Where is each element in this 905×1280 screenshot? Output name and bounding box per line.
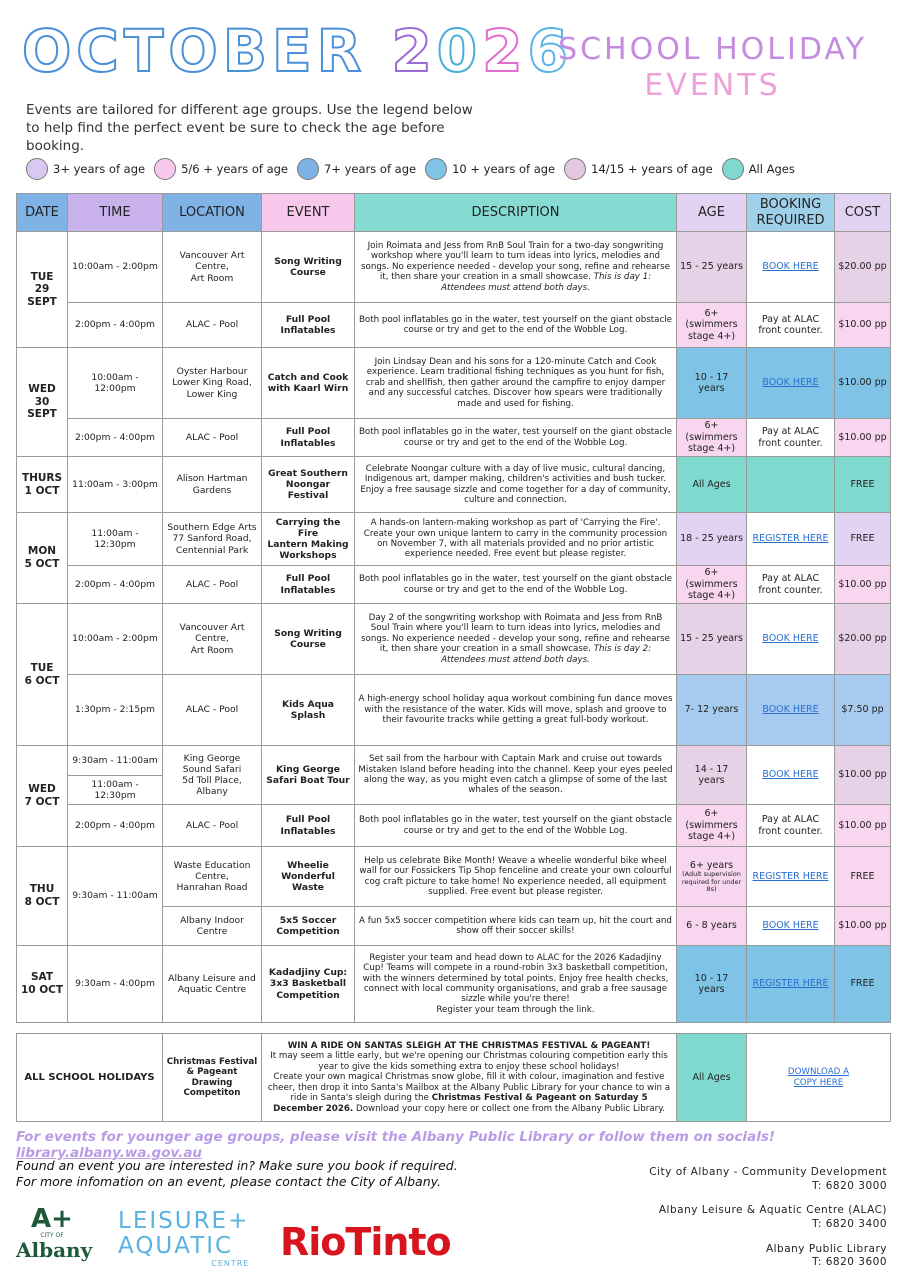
- xmas-event: Christmas Festival & Pageant Drawing Competiton: [163, 1034, 262, 1122]
- table-row: THURS 1 OCT 11:00am - 3:00pm Alison Hartman Gardens Great Southern Noongar Festival Celebrate Noongar culture with a day of live music, cultural dancing, Indigenous art, damper making, children's activities and bush tucker. Enjoy a free sausage sizzle and come together for a day of community, culture and connection. All Ages FREE: [17, 457, 891, 513]
- table-row: TUE 6 OCT 10:00am - 2:00pm Vancouver Art Centre, Art Room Song Writing Course Day 2 of the songwriting workshop with Roimata and Jess from RnB Soul Train where you'll learn to turn ideas into lyrics, melodies and songs. No experience needed - develop your song, refine and rehearse it, then share your creation in a small showcase. This is day 2: Attendees must attend both days. 15 - 25 years BOOK HERE $20.00 pp: [17, 604, 891, 675]
- title-year: 2026: [391, 17, 573, 85]
- legend-dot-icon: [297, 158, 319, 180]
- date-cell: WED 30 SEPT: [17, 348, 68, 457]
- table-row: 2:00pm - 4:00pm ALAC - Pool Full Pool Inflatables Both pool inflatables go in the water, test yourself on the giant obstacle course or try and get to the end of the Wobble Log. 6+ (swimmers stage 4+) Pay at ALAC front counter. $10.00 pp: [17, 303, 891, 348]
- table-row: 2:00pm - 4:00pm ALAC - Pool Full Pool Inflatables Both pool inflatables go in the water, test yourself on the giant obstacle course or try and get to the end of the Wobble Log. 6+ (swimmers stage 4+) Pay at ALAC front counter. $10.00 pp: [17, 566, 891, 604]
- leisure-aquatic-logo: LEISURE+ AQUATIC CENTRE: [118, 1208, 250, 1268]
- legend-dot-icon: [722, 158, 744, 180]
- all-holidays-label: ALL SCHOOL HOLIDAYS: [17, 1034, 163, 1122]
- contact-list: [649, 1166, 887, 1280]
- book-here-link[interactable]: BOOK HERE: [762, 704, 819, 716]
- footer-note: Found an event you are interested in? Make sure you book if required. For more infomation on an event, please contact the City of Albany.: [16, 1158, 458, 1190]
- col-description: DESCRIPTION: [355, 194, 677, 232]
- age-legend: [26, 158, 804, 180]
- legend-dot-icon: [26, 158, 48, 180]
- col-event: EVENT: [262, 194, 355, 232]
- col-location: LOCATION: [163, 194, 262, 232]
- legend-item: All Ages: [722, 158, 795, 180]
- contact-item: City of Albany - Community Development T: 6820 3000: [649, 1166, 887, 1192]
- xmas-description: WIN A RIDE ON SANTAS SLEIGH AT THE CHRISTMAS FESTIVAL & PAGEANT! It may seem a little early, but we're opening our Christmas colouring competition early this year to give the kids something extra to enjoy these school holidays! Create your own magical Christmas snow globe, fill it with colour, imagination and festive cheer, then drop it into Santa's Mailbox at the Albany Public Library for your chance to win a ride in Santa's sleigh during the Christmas Festival & Pageant on Saturday 5 December 2026. Download your copy here or collect one from the Albany Public Library.: [262, 1034, 677, 1122]
- table-row: 2:00pm - 4:00pm ALAC - Pool Full Pool Inflatables Both pool inflatables go in the water, test yourself on the giant obstacle course or try and get to the end of the Wobble Log. 6+ (swimmers stage 4+) Pay at ALAC front counter. $10.00 pp: [17, 419, 891, 457]
- table-row: 1:30pm - 2:15pm ALAC - Pool Kids Aqua Splash A high-energy school holiday aqua workout combining fun dance moves with the resistance of the water. Kids will move, splash and groove to their favourite tracks while getting a great full-body workout. 7- 12 years BOOK HERE $7.50 pp: [17, 675, 891, 746]
- col-cost: COST: [835, 194, 891, 232]
- download-copy-link[interactable]: DOWNLOAD A COPY HERE: [787, 1067, 850, 1088]
- table-row: SAT 10 OCT 9:30am - 4:00pm Albany Leisure and Aquatic Centre Kadadjiny Cup: 3x3 Basketball Competition Register your team and head down to ALAC for the 2026 Kadadjiny Cup! Teams will compete in a round-robin 3x3 basketball competition, with the winners determined by total points. Enjoy free health checks, connect with local community organisations, and grab a free sausage sizzle while you're there! Register your team through the link. 10 - 17 years REGISTER HERE FREE: [17, 946, 891, 1023]
- rio-tinto-logo: RioTinto: [280, 1220, 451, 1264]
- legend-item: 3+ years of age: [26, 158, 145, 180]
- legend-dot-icon: [564, 158, 586, 180]
- table-row: TUE 29 SEPT 10:00am - 2:00pm Vancouver Art Centre, Art Room Song Writing Course Join Roimata and Jess from RnB Soul Train for a two-day songwriting workshop where you'll learn to turn ideas into lyrics, melodies and songs. No experience needed - develop your song, refine and rehearse it, then share your creation in a small showcase. This is day 1: Attendees must attend both days. 15 - 25 years BOOK HERE $20.00 pp: [17, 232, 891, 303]
- library-banner: For events for younger age groups, please visit the Albany Public Library or follow them on socials! library.albany.wa.gov.au: [16, 1129, 776, 1161]
- table-row: WED 7 OCT 9:30am - 11:00am King George Sound Safari 5d Toll Place, Albany King George Safari Boat Tour Set sail from the harbour with Captain Mark and cruise out towards Mistaken Island before heading into the channel. Keep your eyes peeled along the way, as you might even catch a glimpse of some of the last whales of the season. 14 - 17 years BOOK HERE $10.00 pp: [17, 746, 891, 776]
- events-table: [16, 193, 891, 1023]
- col-age: AGE: [677, 194, 747, 232]
- legend-dot-icon: [154, 158, 176, 180]
- book-here-link[interactable]: BOOK HERE: [762, 377, 819, 389]
- register-here-link[interactable]: REGISTER HERE: [752, 870, 829, 882]
- col-date: DATE: [17, 194, 68, 232]
- table-row: MON 5 OCT 11:00am - 12:30pm Southern Edge Arts 77 Sanford Road, Centennial Park Carrying the Fire Lantern Making Workshops A hands-on lantern-making workshop as part of 'Carrying the Fire'. Create your own unique lantern to carry in the community procession on November 7, with all materials provided and no prior artistic experience needed. Free event but please register. 18 - 25 years REGISTER HERE FREE: [17, 513, 891, 566]
- legend-item: 7+ years of age: [297, 158, 416, 180]
- contact-item: Albany Leisure & Aquatic Centre (ALAC) T: 6820 3400: [658, 1204, 887, 1230]
- legend-dot-icon: [425, 158, 447, 180]
- book-here-link[interactable]: BOOK HERE: [762, 920, 819, 932]
- page-title: [22, 17, 573, 85]
- table-row: 11:00am - 12:30pm: [17, 776, 891, 805]
- intro-text: Events are tailored for different age groups. Use the legend below to help find the perfect event be sure to check the age before booking.: [26, 102, 473, 155]
- col-time: TIME: [68, 194, 163, 232]
- date-cell: MON 5 OCT: [17, 513, 68, 604]
- table-row: 2:00pm - 4:00pm ALAC - Pool Full Pool Inflatables Both pool inflatables go in the water, test yourself on the giant obstacle course or try and get to the end of the Wobble Log. 6+ (swimmers stage 4+) Pay at ALAC front counter. $10.00 pp: [17, 805, 891, 847]
- legend-item: 5/6 + years of age: [154, 158, 288, 180]
- register-here-link[interactable]: REGISTER HERE: [752, 978, 829, 990]
- legend-item: 10 + years of age: [425, 158, 555, 180]
- legend-item: 14/15 + years of age: [564, 158, 713, 180]
- book-here-link[interactable]: BOOK HERE: [762, 261, 819, 273]
- table-row: Albany Indoor Centre 5x5 Soccer Competition A fun 5x5 soccer competition where kids can team up, hit the court and show off their soccer skills! 6 - 8 years BOOK HERE $10.00 pp: [17, 907, 891, 946]
- register-here-link[interactable]: REGISTER HERE: [752, 533, 829, 545]
- table-row: WED 30 SEPT 10:00am - 12:00pm Oyster Harbour Lower King Road, Lower King Catch and Cook with Kaarl Wirn Join Lindsay Dean and his sons for a 120-minute Catch and Cook experience. Learn traditional fishing techniques as you hunt for fish, crab and shellfish, then gather around the campfire to enjoy damper and any successful catches. Discover how spears were traditionally made and used for fishing. 10 - 17 years BOOK HERE $10.00 pp: [17, 348, 891, 419]
- book-here-link[interactable]: BOOK HERE: [762, 769, 819, 781]
- christmas-competition-table: ALL SCHOOL HOLIDAYS Christmas Festival & Pageant Drawing Competiton WIN A RIDE ON SANTAS SLEIGH AT THE CHRISTMAS FESTIVAL & PAGEANT! It may seem a little early, but we're opening our Christmas colouring competition early this year to give the kids something extra to enjoy these school holidays! Create your own magical Christmas snow globe, fill it with colour, imagination and festive cheer, then drop it into Santa's Mailbox at the Albany Public Library for your chance to win a ride in Santa's sleigh during the Christmas Festival & Pageant on Saturday 5 December 2026. Download your copy here or collect one from the Albany Public Library. All Ages DOWNLOAD A COPY HERE: [16, 1033, 891, 1122]
- description-cell: Join Roimata and Jess from RnB Soul Train for a two-day songwriting workshop where you'll learn to turn ideas into lyrics, melodies and songs. No experience needed - develop your song, refine and rehearse it, then share your creation in a small showcase. This is day 1: Attendees must attend both days.: [355, 232, 677, 303]
- page-subtitle: SCHOOL HOLIDAY EVENTS: [558, 32, 867, 103]
- date-cell: WED 7 OCT: [17, 746, 68, 847]
- city-of-albany-logo: A+ CITY OF Albany: [16, 1204, 93, 1262]
- library-link[interactable]: library.albany.wa.gov.au: [16, 1145, 203, 1161]
- table-row: THU 8 OCT 9:30am - 11:00am Waste Education Centre, Hanrahan Road Wheelie Wonderful Waste Help us celebrate Bike Month! Weave a wheelie wonderful bike wheel wall for our Fossickers Tip Shop fenceline and create your own colourful cog craft picture to take home! No experience needed, all equipment supplied. Free event but please register. 6+ years (Adult supervision required for under 8s) REGISTER HERE FREE: [17, 847, 891, 907]
- contact-item: Albany Public Library T: 6820 3600: [765, 1242, 887, 1269]
- date-cell: THURS 1 OCT: [17, 457, 68, 513]
- date-cell: TUE 6 OCT: [17, 604, 68, 746]
- date-cell: SAT 10 OCT: [17, 946, 68, 1023]
- title-month: OCTOBER: [22, 17, 367, 85]
- book-here-link[interactable]: BOOK HERE: [762, 633, 819, 645]
- col-booking: BOOKING REQUIRED: [747, 194, 835, 232]
- date-cell: TUE 29 SEPT: [17, 232, 68, 348]
- date-cell: THU 8 OCT: [17, 847, 68, 946]
